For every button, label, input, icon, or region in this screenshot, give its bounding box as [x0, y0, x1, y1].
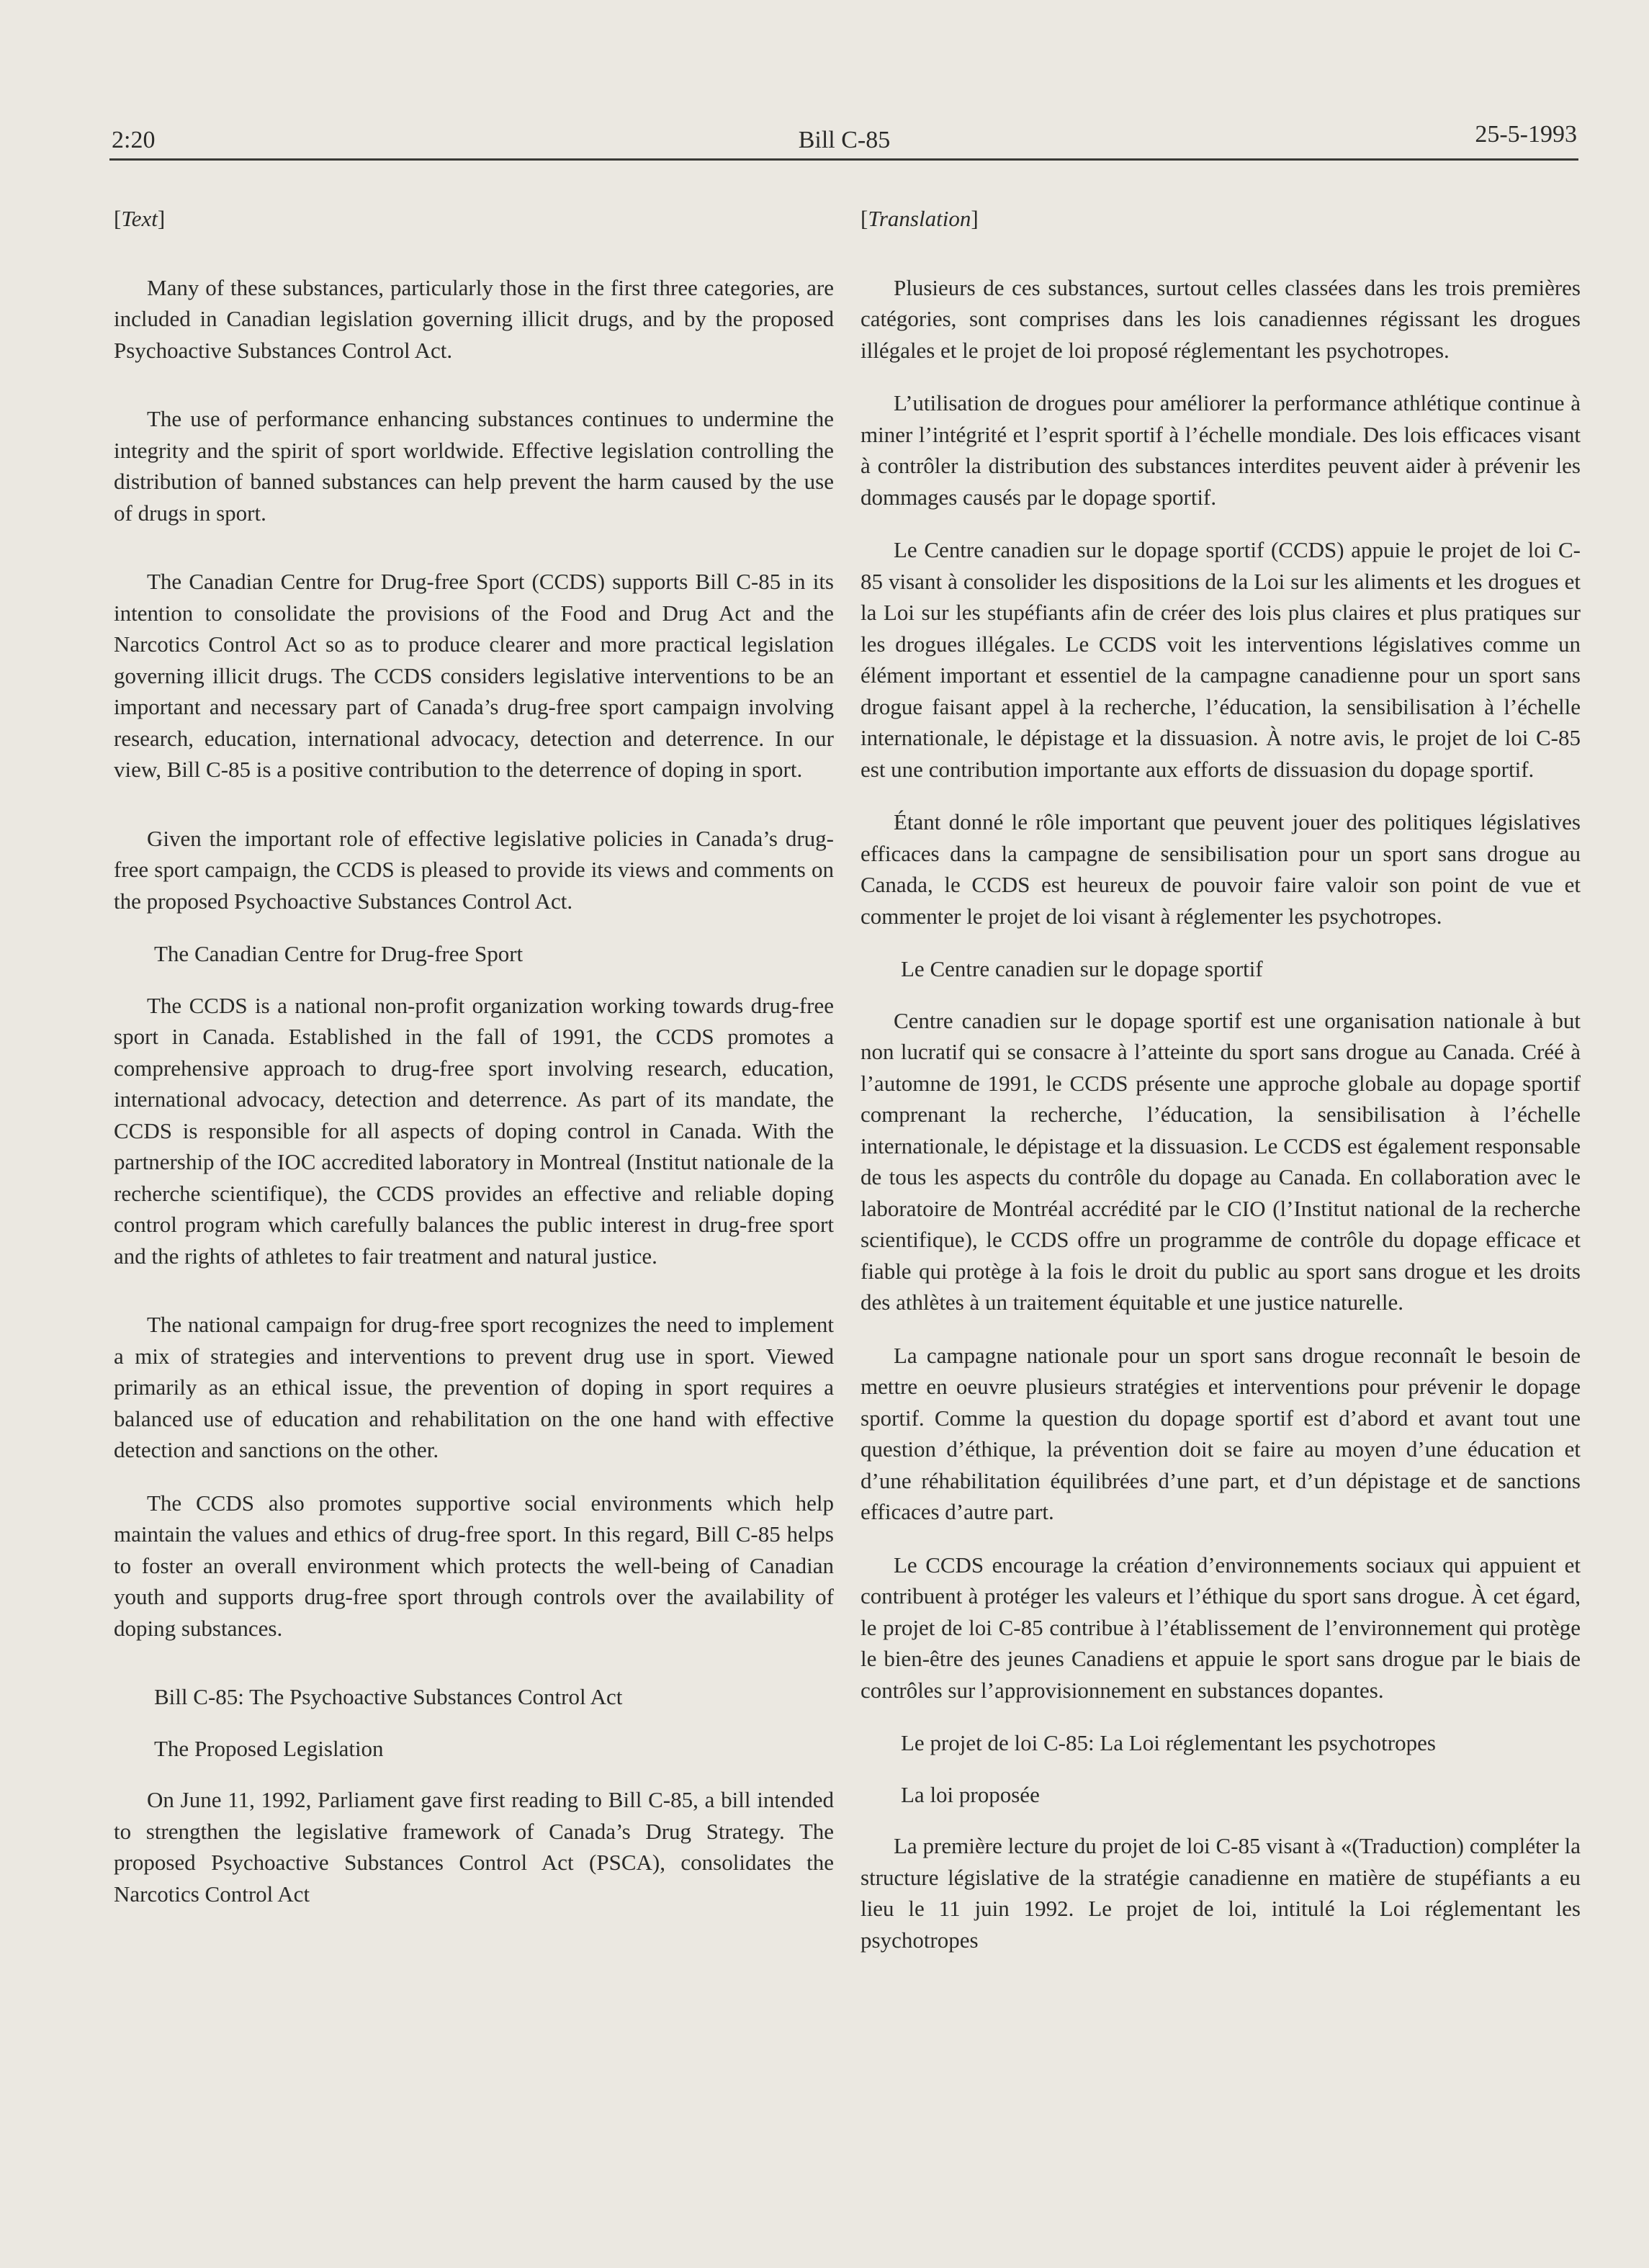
paragraph: Étant donné le rôle important que peuvent jouer des politiques législatives efficaces dans la campagne de sensibilisation pour un sport sans drogue au Canada, le CCDS est heureux de pouvoir faire valoir son point de vue et commenter le projet de loi visant à réglementer les psychotropes. — [861, 809, 1581, 929]
section-heading: The Proposed Legislation — [154, 1735, 384, 1761]
section-heading: La loi proposée — [901, 1781, 1040, 1807]
translation-tag: [Translation] — [861, 206, 979, 231]
paragraph: The Canadian Centre for Drug-free Sport (CCDS) supports Bill C-85 in its intention to consolidate the provisions of the Food and Drug Act and the Narcotics Control Act so as to produce clearer and more practical legislation governing illicit drugs. The CCDS considers legislative interventions to be an important and necessary part of Canada’s drug-free sport campaign involving research, education, international advocacy, detection and deterrence. In our view, Bill C-85 is a positive contribution to the deterrence of doping in sport. — [114, 569, 834, 782]
page-number: 2:20 — [112, 127, 156, 153]
paragraph: Le CCDS encourage la création d’environnements sociaux qui appuient et contribuent à protéger les valeurs et l’éthique du sport sans drogue. À cet égard, le projet de loi C-85 contribue à l’établissement de l’environnement qui protège le bien-être des jeunes Canadiens et appuie le sport sans drogue par le biais de contrôles sur l’approvisionnement en substances dopantes. — [861, 1552, 1581, 1703]
text-tag: [Text] — [114, 206, 166, 231]
paragraph: The use of performance enhancing substances continues to undermine the integrity and the spirit of sport worldwide. Effective legislation controlling the distribution of banned substances can help prevent the harm caused by the use of drugs in sport. — [114, 406, 834, 526]
header-divider — [109, 158, 1578, 161]
paragraph: Centre canadien sur le dopage sportif est une organisation nationale à but non lucratif qui se consacre à l’atteinte du sport sans drogue au Canada. Créé à l’automne de 1991, le CCDS présente une approche globale au dopage sportif comprenant la recherche, l’éducation, la sensibilisation à l’échelle internationale, le dépistage et la dissuasion. Le CCDS est également responsable de tous les aspects du contrôle du dopage au Canada. En collaboration avec le laboratoire de Montréal accrédité par le CIO (l’Institut national de la recherche scientifique), le CCDS offre un programme de contrôle du dopage efficace et fiable qui protège à la fois le droit du public au sport sans drogue et les droits des athlètes à un traitement équitable et une justice naturelle. — [861, 1007, 1581, 1315]
paragraph: Given the important role of effective legislative policies in Canada’s drug-free sport campaign, the CCDS is pleased to provide its views and comments on the proposed Psychoactive Substances Control Act. — [114, 825, 834, 914]
text-tag-label: Text — [121, 206, 158, 231]
document-title: Bill C-85 — [798, 127, 891, 153]
section-heading: The Canadian Centre for Drug-free Sport — [154, 941, 524, 966]
paragraph: La première lecture du projet de loi C-85 visant à «(Traduction) compléter la structure législative de la stratégie canadienne en matière de stupéfiants a eu lieu le 11 juin 1992. Le projet de loi, intitulé la Loi réglementant les psychotropes — [861, 1833, 1581, 1953]
translation-tag-label: Translation — [868, 206, 971, 231]
paragraph: La campagne nationale pour un sport sans drogue reconnaît le besoin de mettre en oeuvre plusieurs stratégies et interventions pour prévenir le dopage sportif. Comme la question du dopage sportif est d’abord et avant tout une question d’éthique, la prévention doit se faire au moyen d’une éducation et d’une réhabilitation équilibrées d’une part, et d’un dépistage et de sanctions efficaces d’autre part. — [861, 1342, 1581, 1524]
paragraph: L’utilisation de drogues pour améliorer la performance athlétique continue à miner l’intégrité et l’esprit sportif à l’échelle mondiale. Des lois efficaces visant à contrôler la distribution des substances interdites peuvent aider à prévenir les dommages causés par le dopage sportif. — [861, 390, 1581, 510]
paragraph: Plusieurs de ces substances, surtout celles classées dans les trois premières catégories, sont comprises dans les lois canadiennes régissant les drogues illégales et le projet de loi proposé réglementant les psychotropes. — [861, 274, 1581, 363]
document-date: 25-5-1993 — [1475, 121, 1577, 148]
paragraph: The national campaign for drug-free sport recognizes the need to implement a mix of strategies and interventions to prevent drug use in sport. Viewed primarily as an ethical issue, the prevention of doping in sport requires a balanced use of education and rehabilitation on the one hand with effective detection and sanctions on the other. — [114, 1312, 834, 1462]
page-header — [112, 121, 1577, 164]
paragraph: The CCDS also promotes supportive social environments which help maintain the values and ethics of drug-free sport. In this regard, Bill C-85 helps to foster an overall environment which protects the well-being of Canadian youth and supports drug-free sport through controls over the availability of doping substances. — [114, 1490, 834, 1641]
paragraph: Many of these substances, particularly those in the first three categories, are included in Canadian legislation governing illicit drugs, and by the proposed Psychoactive Substances Control Act. — [114, 274, 834, 363]
section-heading: Le projet de loi C-85: La Loi réglementant les psychotropes — [901, 1730, 1436, 1755]
paragraph: The CCDS is a national non-profit organization working towards drug-free sport in Canada. Established in the fall of 1991, the CCDS promotes a comprehensive approach to drug-free sport involving research, education, international advocacy, detection and deterrence. As part of its mandate, the CCDS is responsible for all aspects of doping control in Canada. With the partnership of the IOC accredited laboratory in Montreal (Institut nationale de la recherche scientifique), the CCDS provides an effective and reliable doping control program which carefully balances the public interest in drug-free sport and the rights of athletes to fair treatment and natural justice. — [114, 992, 834, 1269]
english-column — [114, 203, 834, 1931]
french-column — [861, 203, 1581, 1977]
section-heading: Bill C-85: The Psychoactive Substances Control Act — [154, 1684, 623, 1709]
section-heading: Le Centre canadien sur le dopage sportif — [901, 956, 1263, 981]
paragraph: Le Centre canadien sur le dopage sportif (CCDS) appuie le projet de loi C-85 visant à consolider les dispositions de la Loi sur les aliments et les drogues et la Loi sur les stupéfiants afin de créer des lois plus claires et plus pratiques sur les drogues illégales. Le CCDS voit les interventions législatives comme un élément important et essentiel de la campagne canadienne pour un sport sans drogue faisant appel à la recherche, l’éducation, la sensibilisation à l’échelle internationale, le dépistage et la dissuasion. À notre avis, le projet de loi C-85 est une contribution importante aux efforts de dissuasion du dopage sportif. — [861, 537, 1581, 782]
paragraph: On June 11, 1992, Parliament gave first reading to Bill C-85, a bill intended to strengthen the legislative framework of Canada’s Drug Strategy. The proposed Psychoactive Substances Control Act (PSCA), consolidates the Narcotics Control Act — [114, 1787, 834, 1907]
